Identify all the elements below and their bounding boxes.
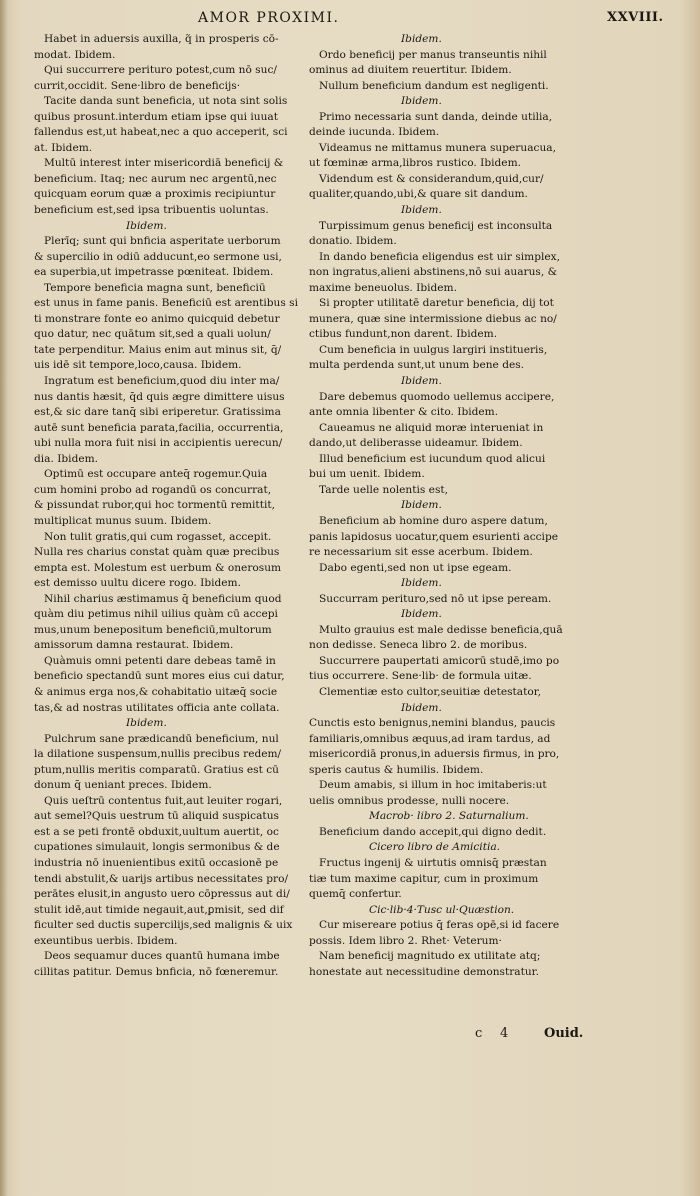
text-line: multa perdenda sunt,ut unum bene des. (309, 359, 525, 372)
text-line: Deos sequamur duces quantū humana imbe (44, 950, 280, 963)
text-line: Nam beneficij magnitudo ex utilitate atq; (319, 950, 541, 963)
text-line: tas,& ad nostras utilitates officia ante collata. (34, 701, 280, 714)
text-line: dando,ut deliberasse uideamur. Ibidem. (309, 437, 523, 450)
text-line: amissorum damna restaurat. Ibidem. (34, 639, 234, 652)
text-line: Nullum beneficium dandum est negligenti. (319, 79, 549, 92)
text-line: Cic·lib·4·Tusc ul·Quæstion. (369, 903, 515, 916)
text-line: Pulchrum sane prædicandū beneficium, nul (44, 732, 279, 745)
text-line: Tacite danda sunt beneficia, ut nota sint solis (44, 95, 288, 108)
text-line: multiplicat munus suum. Ibidem. (34, 514, 212, 527)
text-line: Ibidem. (126, 219, 167, 232)
text-line: beneficium est,sed ipsa tribuentis uoluntas. (34, 204, 269, 217)
folio-number: XXVIII. (607, 10, 664, 25)
text-line: Caueamus ne aliquid moræ interueniat in (319, 421, 544, 434)
text-line: stulit idē,aut timide negauit,aut,ꝑmisit, sed dif (34, 903, 284, 916)
text-line: autē sunt beneficia parata,facilia, occurrentia, (34, 421, 284, 434)
page-header (0, 8, 700, 30)
text-line: Tempore beneficia magna sunt, beneficiū (44, 281, 266, 294)
text-line: & animus erga nos,& cohabitatio uitæq̄ socie (34, 685, 278, 698)
text-line: Qui succurrere perituro potest,cum nō suc/ (44, 64, 277, 77)
text-line: Illud beneficium est iucundum quod alicui (319, 452, 546, 465)
text-line: ficulter sed ductis supercilijs,sed malignis & uix (34, 919, 293, 932)
text-line: cupationes simulauit, longis sermonibus & de (34, 841, 280, 854)
text-line: Ibidem. (401, 608, 442, 621)
text-line: Ibidem. (401, 701, 442, 714)
text-line: Non tulit gratis,qui cum rogasset, accepit. (44, 530, 272, 543)
text-line: Succurrere paupertati amicorū studē,imo po (319, 654, 560, 667)
text-line: quo datur, nec quātum sit,sed a quali uolun/ (34, 328, 271, 341)
text-line: Ibidem. (126, 717, 167, 730)
text-line: In dando beneficia eligendus est uir simplex, (319, 250, 560, 263)
signature-mark: c (475, 1026, 483, 1041)
text-line: ti monstrare fonte eo animo quicquid debetur (34, 312, 280, 325)
text-line: Plerīq; sunt qui bnficia asperitate uerborum (44, 235, 281, 248)
text-line: aut semel?Quis uestrum tū aliquid suspicatus (34, 810, 279, 823)
text-line: nus dantis hæsit, q̄d quis ægre dimittere uisus (34, 390, 285, 403)
text-line: Fructus ingenij & uirtutis omnisq̄ præstan (319, 856, 547, 869)
text-line: Dabo egenti,sed non ut ipse egeam. (319, 561, 512, 574)
text-line: munera, quæ sine intermissione diebus ac no/ (309, 312, 557, 325)
text-line: beneficium. Itaq; nec aurum nec argentū,nec (34, 172, 277, 185)
text-line: re necessarium sit esse acerbum. Ibidem. (309, 546, 533, 559)
text-line: Optimū est occupare anteq̄ rogemur.Quia (44, 468, 268, 481)
text-line: ea superbia,ut impetrasse pœniteat. Ibidem. (34, 266, 274, 279)
text-line: Videndum est & considerandum,quid,cur/ (319, 172, 544, 185)
text-line: tendi abstulit,& uarijs artibus necessitates pro/ (34, 872, 289, 885)
right-text-column (309, 32, 609, 1047)
text-line: ante omnia libenter & cito. Ibidem. (309, 406, 499, 419)
text-line: la dilatione suspensum,nullis precibus redem/ (34, 748, 282, 761)
text-line: Cunctis esto benignus,nemini blandus, paucis (309, 717, 556, 730)
text-line: Succurram perituro,sed nō ut ipse peream. (319, 592, 552, 605)
text-line: cillitas patitur. Demus bnficia, nō fœneremur. (34, 965, 279, 978)
text-line: Deum amabis, si illum in hoc imitaberis:ut (319, 779, 547, 792)
text-line: Ordo beneficij per manus transeuntis nihil (319, 48, 547, 61)
text-line: Multo grauius est male dedisse beneficia,quā (319, 623, 563, 636)
text-line: Cicero libro de Amicitia. (369, 841, 501, 854)
text-line: ominus ad diuitem reuertitur. Ibidem. (309, 64, 512, 77)
text-line: quicquam eorum quæ a proximis recipiuntur (34, 188, 276, 201)
text-line: Nihil charius æstimamus q̄ beneficium quod (44, 592, 282, 605)
text-line: tiæ tum maxime capitur, cum in proximum (309, 872, 539, 885)
text-line: est demisso uultu dicere rogo. Ibidem. (34, 577, 241, 590)
text-line: currit,occidit. Sene·libro de beneficijs· (34, 79, 241, 92)
text-line: Ibidem. (401, 499, 442, 512)
text-line: fallendus est,ut habeat,nec a quo acceperit, sci (34, 126, 288, 139)
text-line: donatio. Ibidem. (309, 235, 397, 248)
text-line: tate perpenditur. Maius enim aut minus sit, q̄/ (34, 343, 282, 356)
text-line: Clementiæ esto cultor,seuitiæ detestator, (319, 685, 542, 698)
page-footer (0, 1026, 700, 1044)
text-line: qualiter,quando,ubi,& quare sit dandum. (309, 188, 528, 201)
text-line: Videamus ne mittamus munera superuacua, (319, 141, 556, 154)
text-line: speris cautus & humilis. Ibidem. (309, 763, 484, 776)
text-line: Dare debemus quomodo uellemus accipere, (319, 390, 555, 403)
text-line: mus,unum benepositum beneficiū,multorum (34, 623, 272, 636)
text-line: est unus in fame panis. Beneficiū est arentibus si (34, 297, 298, 310)
text-line: Quàmuis omni petenti dare debeas tamē in (44, 654, 276, 667)
text-line: familiaris,omnibus æquus,ad iram tardus, ad (309, 732, 551, 745)
text-line: Beneficium ab homine duro aspere datum, (319, 514, 548, 527)
text-line: Ibidem. (401, 204, 442, 217)
signature-number: 4 (500, 1026, 509, 1041)
text-line: modat. Ibidem. (34, 48, 116, 61)
text-line: Cum beneficia in uulgus largiri institueris, (319, 343, 548, 356)
text-line: exeuntibus uerbis. Ibidem. (34, 934, 178, 947)
text-line: donum q̄ ueniant preces. Ibidem. (34, 779, 212, 792)
text-line: honestate aut necessitudine demonstratur. (309, 965, 539, 978)
running-head: AMOR PROXIMI. (198, 10, 340, 26)
text-line: Nulla res charius constat quàm quæ precibus (34, 546, 280, 559)
text-line: Ibidem. (401, 375, 442, 388)
text-line: Cur misereare potius q̄ feras opē,si id facere (319, 919, 560, 932)
text-line: ctibus fundunt,non darent. Ibidem. (309, 328, 498, 341)
text-line: est a se peti frontē obduxit,uultum auertit, oc (34, 825, 279, 838)
text-line: perātes elusit,in angusto uero cōpressus aut di/ (34, 888, 290, 901)
text-line: uis idē sit tempore,loco,causa. Ibidem. (34, 359, 242, 372)
text-line: bui um uenit. Ibidem. (309, 468, 425, 481)
text-line: quemq̄ confertur. (309, 888, 402, 901)
text-line: empta est. Molestum est uerbum & onerosum (34, 561, 282, 574)
text-line: Tarde uelle nolentis est, (319, 483, 449, 496)
text-line: Macrob· libro 2. Saturnalium. (369, 810, 529, 823)
text-line: Primo necessaria sunt danda, deinde utilia, (319, 110, 553, 123)
text-line: quàm diu petimus nihil uilius quàm cū accepi (34, 608, 278, 621)
text-line: dia. Ibidem. (34, 452, 99, 465)
text-line: Ibidem. (401, 95, 442, 108)
text-line: ubi nulla mora fuit nisi in accipientis uerecun/ (34, 437, 283, 450)
text-line: non dedisse. Seneca libro 2. de moribus. (309, 639, 528, 652)
text-line: non ingratus,alieni abstinens,nō sui auarus, & (309, 266, 558, 279)
text-line: Ibidem. (401, 33, 442, 45)
text-line: ut fœminæ arma,libros rustico. Ibidem. (309, 157, 521, 170)
text-line: uelis omnibus prodesse, nulli nocere. (309, 794, 510, 807)
left-text-column (34, 32, 334, 1047)
text-line: industria nō inuenientibus exitū occasionē pe (34, 856, 279, 869)
text-line: cum homini probo ad rogandū os concurrat, (34, 483, 272, 496)
text-line: quibus prosunt.interdum etiam ipse qui iuuat (34, 110, 279, 123)
text-line: panis lapidosus uocatur,quem esurienti accipe (309, 530, 558, 543)
text-line: Si propter utilitatē daretur beneficia, dij tot (319, 297, 554, 310)
text-line: Turpissimum genus beneficij est inconsulta (319, 219, 553, 232)
text-line: Habet in aduersis auxilla, q̃ in prosperis cō- (44, 33, 279, 45)
catchword: Ouid. (544, 1026, 584, 1041)
text-line: Quis ueſtrū contentus fuit,aut leuiter rogari, (44, 794, 283, 807)
text-line: Beneficium dando accepit,qui digno dedit. (319, 825, 547, 838)
text-line: misericordiā pronus,in aduersis firmus, in pro, (309, 748, 560, 761)
text-line: possis. Idem libro 2. Rhet· Veterum· (309, 934, 502, 947)
text-line: ptum,nullis meritis comparatū. Gratius est cū (34, 763, 279, 776)
text-line: maxime beneuolus. Ibidem. (309, 281, 457, 294)
text-line: Ingratum est beneficium,quod diu inter ma/ (44, 375, 280, 388)
text-line: at. Ibidem. (34, 141, 93, 154)
text-line: & supercilio in odiū adducunt,eo sermone usi, (34, 250, 282, 263)
text-line: Ibidem. (401, 577, 442, 590)
text-line: & pissundat rubor,qui hoc tormentū remittit, (34, 499, 275, 512)
text-line: tius occurrere. Sene·lib· de formula uitæ. (309, 670, 532, 683)
text-line: est,& sic dare tanq̄ sibi eriperetur. Gratissima (34, 406, 281, 419)
text-line: beneficio spectandū sunt mores eius cui datur, (34, 670, 285, 683)
text-line: Multū interest inter misericordiā beneficij & (44, 157, 284, 170)
text-line: deinde iucunda. Ibidem. (309, 126, 440, 139)
